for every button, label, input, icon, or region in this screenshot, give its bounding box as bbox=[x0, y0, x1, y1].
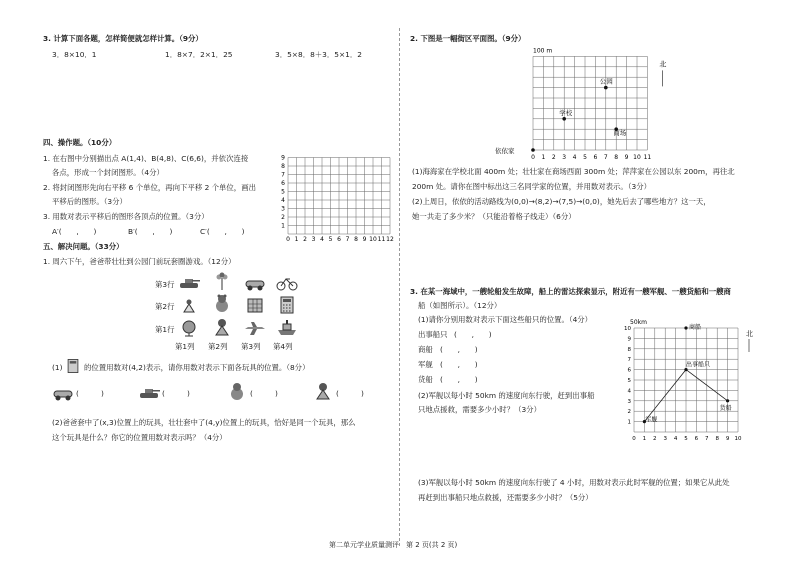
col-label-2: 第2列 bbox=[208, 342, 228, 351]
badminton-icon bbox=[178, 296, 200, 314]
sea-map bbox=[620, 314, 770, 444]
map-x-tick: 4 bbox=[572, 154, 577, 161]
sea-scale: 50km bbox=[630, 319, 647, 326]
ship-icon bbox=[276, 319, 298, 337]
tank-icon-q bbox=[138, 384, 160, 402]
row-label-1: 第1行 bbox=[155, 325, 175, 334]
magic-cube-icon bbox=[244, 296, 266, 314]
map-x-tick: 2 bbox=[551, 154, 556, 161]
item-warship: 军舰 bbox=[418, 360, 433, 369]
c-prime-label: C′( , ) bbox=[200, 227, 245, 236]
globe-icon bbox=[178, 319, 200, 337]
grid-y-tick: 3 bbox=[281, 205, 285, 213]
column-divider bbox=[399, 28, 400, 546]
item-cargo: 货船 bbox=[418, 375, 433, 384]
q3-expr-3: 3．5×8．8＋3．5×1．2 bbox=[275, 50, 362, 59]
grid-x-tick: 11 bbox=[377, 236, 386, 243]
grid-x-tick: 5 bbox=[328, 236, 333, 243]
sea-x-tick: 10 bbox=[734, 436, 742, 442]
sea-x-tick: 6 bbox=[694, 436, 699, 442]
grid-y-tick: 4 bbox=[281, 197, 285, 204]
doll-icon bbox=[211, 318, 233, 336]
sea-y-tick: 6 bbox=[627, 367, 631, 374]
sea-label-warship: 军舰 bbox=[645, 416, 658, 424]
s4-q3: 3. 用数对表示平移后的图形各顶点的位置。（3分） bbox=[43, 212, 209, 221]
bear-icon-q bbox=[226, 382, 248, 400]
grid-y-tick: 6 bbox=[281, 180, 285, 187]
map-label: 商场 bbox=[613, 129, 627, 138]
sea-y-tick: 7 bbox=[627, 357, 631, 364]
grid-y-tick: 7 bbox=[281, 171, 285, 179]
map-x-tick: 7 bbox=[603, 154, 608, 161]
map-x-tick: 10 bbox=[633, 154, 641, 161]
sea-y-tick: 10 bbox=[624, 326, 631, 332]
calculator-icon-small bbox=[64, 358, 82, 374]
sea-x-tick: 5 bbox=[684, 436, 688, 442]
grid-x-tick: 1 bbox=[294, 236, 299, 243]
r-q2-p1-line2: 200m 处。请你在图中标出这三名同学家的位置，并用数对表示。（3分） bbox=[412, 182, 651, 191]
grid-x-tick: 12 bbox=[386, 236, 394, 243]
toy-car-icon-q bbox=[52, 384, 74, 402]
map-x-tick: 6 bbox=[593, 154, 598, 161]
map-x-tick: 0 bbox=[531, 154, 535, 161]
sea-y-tick: 2 bbox=[627, 409, 631, 416]
r-q2-p2-line2: 她一共走了多少米？（只能沿着格子线走）（6分） bbox=[412, 212, 576, 221]
bear-icon bbox=[211, 294, 233, 312]
grid-x-tick: 9 bbox=[362, 236, 367, 243]
sea-y-tick: 4 bbox=[627, 388, 631, 395]
map-scale: 100 m bbox=[533, 47, 553, 55]
s5-q1-2-line1: (2)爸爸套中了(x,3)位置上的玩具，壮壮套中了(4,y)位置上的玩具，恰好是同一个玩具，那么 bbox=[52, 418, 356, 427]
blank-tank[interactable]: ( ) bbox=[162, 389, 190, 398]
blank-car[interactable]: ( ) bbox=[76, 389, 104, 398]
r-q3-p2-line1: (2)军舰以每小时 50km 的速度向东行驶，赶到出事船 bbox=[418, 391, 595, 400]
grid-y-tick: 1 bbox=[281, 222, 285, 230]
grid-y-tick: 5 bbox=[281, 188, 285, 196]
r-q3-p1: (1)请你分别用数对表示下面这些船只的位置。（4分） bbox=[418, 315, 593, 324]
blank-accident[interactable]: ( , ) bbox=[454, 330, 492, 339]
s5-q1-1-text: 的位置用数对(4,2)表示，请你用数对表示下面各玩具的位置。（8分） bbox=[84, 363, 310, 372]
grid-x-tick: 10 bbox=[369, 236, 377, 243]
sea-x-tick: 8 bbox=[715, 436, 719, 442]
blank-warship[interactable]: ( , ) bbox=[440, 360, 478, 369]
r-q2-p2-line1: (2)上周日，依依的活动路线为(0,0)→(8,2)→(7,5)→(0,0)，她先后去了哪些地方？这一天， bbox=[412, 197, 711, 206]
sea-label-cargo: 货船 bbox=[719, 404, 732, 412]
grid-x-tick: 4 bbox=[320, 236, 324, 243]
sea-y-tick: 9 bbox=[627, 336, 631, 343]
r-q2-p1-line1: (1)海海家在学校北面 400m 处；壮壮家在商场西面 300m 处；萍萍家在公园以东 200m，再往北 bbox=[412, 167, 735, 176]
section4-title: 四、操作题。（10分） bbox=[43, 138, 117, 147]
sea-x-tick: 0 bbox=[632, 436, 636, 442]
item-accident: 出事船只 bbox=[418, 330, 448, 339]
s5-q1-2-line2: 这个玩具是什么？你它的位置用数对表示吗？（4分） bbox=[52, 433, 227, 442]
r-q3-p2-line2: 只地点援救，需要多少小时？（3分） bbox=[418, 405, 541, 414]
sea-y-tick: 3 bbox=[627, 398, 631, 405]
q3-title: 3. 计算下面各题，怎样简便就怎样计算。（9分） bbox=[43, 34, 203, 43]
grid-x-tick: 7 bbox=[345, 236, 350, 243]
calculator-icon bbox=[276, 296, 298, 314]
s5-q1: 1. 周六下午，爸爸带壮壮到公园门前玩套圈游戏。（12分） bbox=[43, 257, 236, 266]
sea-y-tick: 1 bbox=[627, 419, 631, 426]
sea-point-merchant bbox=[684, 326, 687, 329]
s5-q1-1-prefix: (1) bbox=[52, 363, 63, 372]
street-map bbox=[495, 44, 675, 162]
r-q3-title-1: 3. 在某一海域中，一艘轮船发生故障，船上的雷达探索显示，附近有一艘军舰、一艘货船和一艘商 bbox=[410, 287, 731, 296]
sea-label-merchant: 商船 bbox=[689, 324, 702, 331]
r-q3-p3-line2: 再赶到出事船只地点救援，还需要多少小时？（5分） bbox=[418, 493, 593, 502]
blank-cargo[interactable]: ( , ) bbox=[440, 375, 478, 384]
map-label: 公园 bbox=[599, 77, 613, 86]
item-merchant: 商船 bbox=[418, 345, 433, 354]
sea-x-tick: 3 bbox=[663, 436, 667, 442]
doll-icon-q bbox=[312, 382, 334, 400]
sea-x-tick: 4 bbox=[673, 436, 678, 442]
s4-q1-line2: 各点，形成一个封闭图形。（4分） bbox=[52, 168, 164, 177]
grid-y-tick: 9 bbox=[281, 154, 285, 162]
flower-icon bbox=[211, 272, 233, 290]
map-x-tick: 5 bbox=[583, 154, 587, 161]
r-q3-p3-line1: (3)军舰以每小时 50km 的速度向东行驶了 4 小时，用数对表示此时军舰的位置；如果它从此处 bbox=[418, 478, 730, 487]
map-point-学校 bbox=[562, 117, 566, 121]
tank-icon bbox=[178, 274, 200, 292]
sea-x-tick: 2 bbox=[653, 436, 657, 442]
col-label-4: 第4列 bbox=[273, 342, 293, 351]
grid-y-tick: 2 bbox=[281, 214, 285, 221]
a-prime-label: A′( , ) bbox=[52, 227, 97, 236]
s4-q2-line1: 2. 将封闭图形先向右平移 6 个单位，再向下平移 2 个单位，画出 bbox=[43, 183, 256, 192]
b-prime-label: B′( , ) bbox=[128, 227, 173, 236]
grid-y-tick: 8 bbox=[281, 163, 285, 170]
map-point-公园 bbox=[604, 86, 608, 90]
sea-label-accident: 出事船只 bbox=[686, 361, 711, 369]
map-x-tick: 9 bbox=[624, 154, 629, 161]
toy-car-icon bbox=[244, 274, 266, 292]
page-footer: 第二单元学业质量测评 第 2 页(共 2 页) bbox=[329, 541, 458, 549]
row-label-3: 第3行 bbox=[155, 280, 175, 289]
blank-doll[interactable]: ( ) bbox=[336, 389, 364, 398]
col-label-3: 第3列 bbox=[241, 342, 261, 351]
blank-bear[interactable]: ( ) bbox=[250, 389, 278, 398]
grid-x-tick: 2 bbox=[303, 236, 307, 243]
map-x-tick: 8 bbox=[614, 154, 619, 161]
blank-merchant[interactable]: ( , ) bbox=[440, 345, 478, 354]
sea-y-tick: 5 bbox=[627, 378, 631, 384]
grid-x-tick: 0 bbox=[286, 236, 290, 243]
sea-x-tick: 7 bbox=[705, 436, 709, 442]
map-x-tick: 1 bbox=[541, 154, 546, 161]
q3-expr-1: 3．8×10．1 bbox=[52, 50, 97, 59]
r-q2-title: 2. 下图是一幅街区平面图。（9分） bbox=[410, 34, 526, 43]
map-point-依依家 bbox=[531, 148, 535, 152]
row-label-2: 第2行 bbox=[155, 302, 175, 311]
s4-q1-line1: 1. 在右图中分别描出点 A(1,4)、B(4,8)、C(6,6)，并依次连接 bbox=[43, 154, 249, 163]
sea-x-tick: 9 bbox=[725, 436, 730, 442]
map-x-tick: 11 bbox=[643, 154, 652, 161]
col-label-1: 第1列 bbox=[175, 342, 195, 351]
coordinate-grid-left bbox=[278, 150, 398, 242]
sea-point-cargo bbox=[726, 399, 729, 402]
airplane-icon bbox=[244, 320, 266, 338]
section5-title: 五、解决问题。（33分） bbox=[43, 242, 124, 251]
map-label: 学校 bbox=[559, 108, 573, 117]
grid-x-tick: 6 bbox=[337, 236, 341, 243]
r-q3-title-2: 船（如图所示）。（12分） bbox=[418, 301, 502, 310]
sea-north-label: 北 bbox=[746, 330, 753, 338]
north-label: 北 bbox=[659, 60, 667, 69]
grid-x-tick: 8 bbox=[354, 236, 358, 243]
map-x-tick: 3 bbox=[562, 154, 567, 161]
grid-x-tick: 3 bbox=[311, 236, 316, 243]
map-label: 依依家 bbox=[495, 147, 515, 155]
q3-expr-2: 1．8×7．2×1．25 bbox=[165, 50, 233, 59]
s4-q2-line2: 平移后的图形。（3分） bbox=[52, 197, 127, 206]
bicycle-icon bbox=[276, 274, 298, 292]
sea-x-tick: 1 bbox=[642, 436, 647, 442]
sea-y-tick: 8 bbox=[627, 346, 631, 353]
